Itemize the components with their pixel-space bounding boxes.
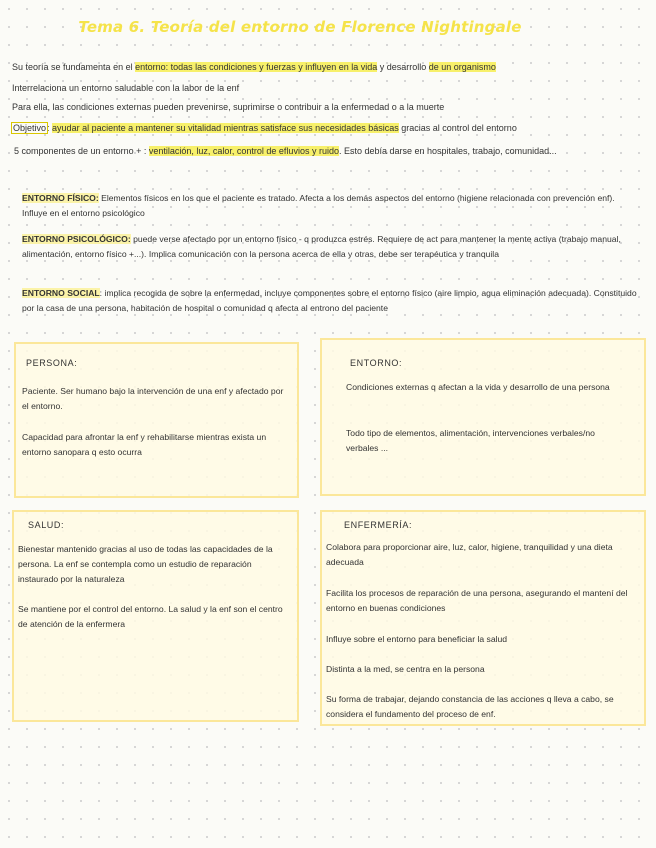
entorno-psicologico-paragraph xyxy=(22,232,642,262)
intro-line-3: Para ella, las condiciones externas pueden prevenirse, suprimirse o contribuir a la enfermedad o a la muerte xyxy=(12,102,445,112)
card-title: ENTORNO: xyxy=(350,358,403,368)
page-title: Tema 6. Teoría del entorno de Florence Nightingale xyxy=(78,18,522,36)
salud-card xyxy=(12,510,299,722)
intro-line-2: Interrelaciona un entorno saludable con la labor de la enf xyxy=(12,83,240,93)
intro-text: Su teoría se fundamenta en el xyxy=(12,62,136,72)
card-title: SALUD: xyxy=(28,520,65,530)
entorno-label: ENTORNO SOCIAL xyxy=(22,288,100,298)
persona-card xyxy=(14,342,299,498)
entorno-text: puede verse afectado por un entorno físico - q produzca estrés. Requiere de act para mantener la mente activa (trabajo manual, alimentación, entorno físico +...). Implica comunicación con la persona acerca de ella y otras, debe ser terapéutica y tranquila xyxy=(22,234,621,259)
intro-line-4 xyxy=(12,122,517,134)
intro-highlight: ayudar al paciente a mantener su vitalidad mientras satisface sus necesidades básicas xyxy=(52,123,399,133)
card-paragraph: Distinta a la med, se centra en la persona xyxy=(326,664,485,674)
card-title: PERSONA: xyxy=(26,358,78,368)
card-paragraph: Se mantiene por el control del entorno. La salud y la enf son el centro de atención de la enfermera xyxy=(18,604,283,629)
intro-text: gracias al control del entorno xyxy=(398,123,517,133)
intro-text: . Esto debía darse en hospitales, trabajo, comunidad... xyxy=(338,146,557,156)
entorno-fisico-paragraph xyxy=(22,191,642,221)
intro-highlight: de un organismo xyxy=(428,62,496,72)
card-paragraph: Influye sobre el entorno para beneficiar la salud xyxy=(326,634,508,644)
card-paragraph: Su forma de trabajar, dejando constancia de las acciones q lleva a cabo, se considera el fundamento del proceso de enf. xyxy=(326,694,614,719)
card-title: ENFERMERÍA: xyxy=(344,520,413,530)
intro-highlight: entorno: todas las condiciones y fuerzas y influyen en la vida xyxy=(135,62,378,72)
card-paragraph: Bienestar mantenido gracias al uso de todas las capacidades de la persona. La enf se contempla como un estudio de reparación instaurado por la naturaleza xyxy=(18,544,273,584)
entorno-card xyxy=(320,338,646,496)
intro-text: y desarrollo xyxy=(377,62,429,72)
entorno-text: Elementos físicos en los que el paciente es tratado. Afecta a los demás aspectos del entorno (higiene relacionada con prevención enf). Influye en el entorno psicológico xyxy=(22,193,615,218)
card-paragraph: Paciente. Ser humano bajo la intervención de una enf y afectado por el entorno. xyxy=(22,386,284,411)
intro-highlight: ventilación, luz, calor, control de efluvios y ruido xyxy=(148,146,339,156)
card-paragraph: Todo tipo de elementos, alimentación, intervenciones verbales/no verbales ... xyxy=(346,428,595,453)
card-paragraph: Colabora para proporcionar aire, luz, calor, higiene, tranquilidad y una dieta adecuada xyxy=(326,542,613,567)
intro-text: 5 componentes de un entorno + : xyxy=(14,146,149,156)
card-paragraph: Facilita los procesos de reparación de una persona, asegurando el mantení del entorno en buenas condiciones xyxy=(326,588,628,613)
intro-line-5 xyxy=(14,145,557,157)
entorno-label: ENTORNO PSICOLÓGICO: xyxy=(22,234,131,244)
card-paragraph: Capacidad para afrontar la enf y rehabilitarse mientras exista un entorno sanopara q esto ocurra xyxy=(22,432,267,457)
enfermeria-card xyxy=(320,510,646,726)
entorno-label: ENTORNO FÍSICO: xyxy=(22,193,99,203)
entorno-text: : implica recogida de sobre la enfermedad, incluye componentes sobre el entorno físico (aire limpio, agua eliminación adecuada). Constituido por la casa de una persona, habitación de hospital o comunidad q afecta al entrono del paciente xyxy=(22,288,637,313)
card-paragraph: Condiciones externas q afectan a la vida y desarrollo de una persona xyxy=(346,382,610,392)
entorno-social-paragraph xyxy=(22,286,642,316)
intro-line-1 xyxy=(12,61,496,73)
intro-text: : xyxy=(47,123,53,133)
objective-label: Objetivo xyxy=(13,123,47,133)
